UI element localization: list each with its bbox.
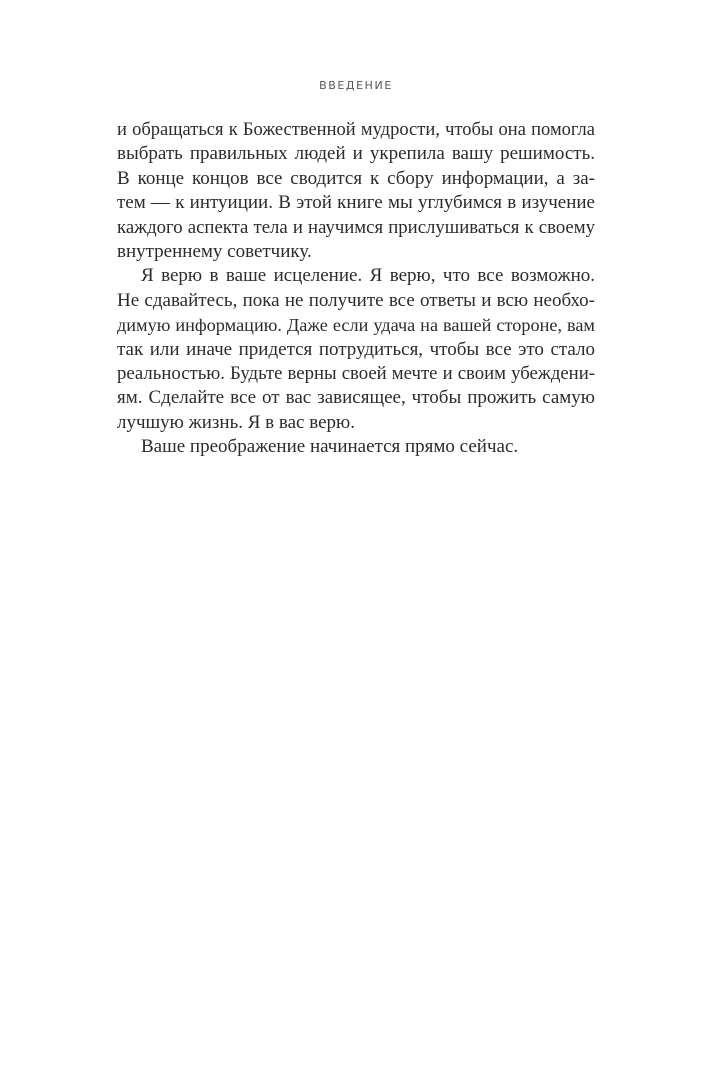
text-line: внутреннему советчику. [117, 240, 312, 262]
running-head: ВВЕДЕНИЕ [319, 79, 393, 92]
text-line: тем — к интуиции. В этой книге мы углубимся в изучение [117, 192, 595, 214]
text-line: Ваше преображение начинается прямо сейчас. [141, 436, 519, 458]
body-text [117, 118, 595, 459]
text-line: Я верю в ваше исцеление. Я верю, что все возможно. [141, 265, 595, 287]
text-line: каждого аспекта тела и научимся прислушиваться к своему [117, 216, 595, 238]
text-line: ям. Сделайте все от вас зависящее, чтобы прожить самую [117, 387, 595, 409]
text-line: В конце концов все сводится к сбору информации, а за- [117, 167, 595, 189]
text-line: выбрать правильных людей и укрепила вашу решимость. [117, 143, 595, 165]
text-line: лучшую жизнь. Я в вас верю. [117, 411, 355, 433]
text-line: реальностью. Будьте верны своей мечте и своим убеждени- [117, 362, 595, 384]
text-line: и обращаться к Божественной мудрости, чтобы она помогла [117, 120, 595, 140]
text-line: так или иначе придется потрудиться, чтобы все это стало [117, 338, 595, 360]
text-line: димую информацию. Даже если удача на вашей стороне, вам [117, 315, 595, 336]
text-line: Не сдавайтесь, пока не получите все ответы и всю необхо- [117, 289, 595, 311]
